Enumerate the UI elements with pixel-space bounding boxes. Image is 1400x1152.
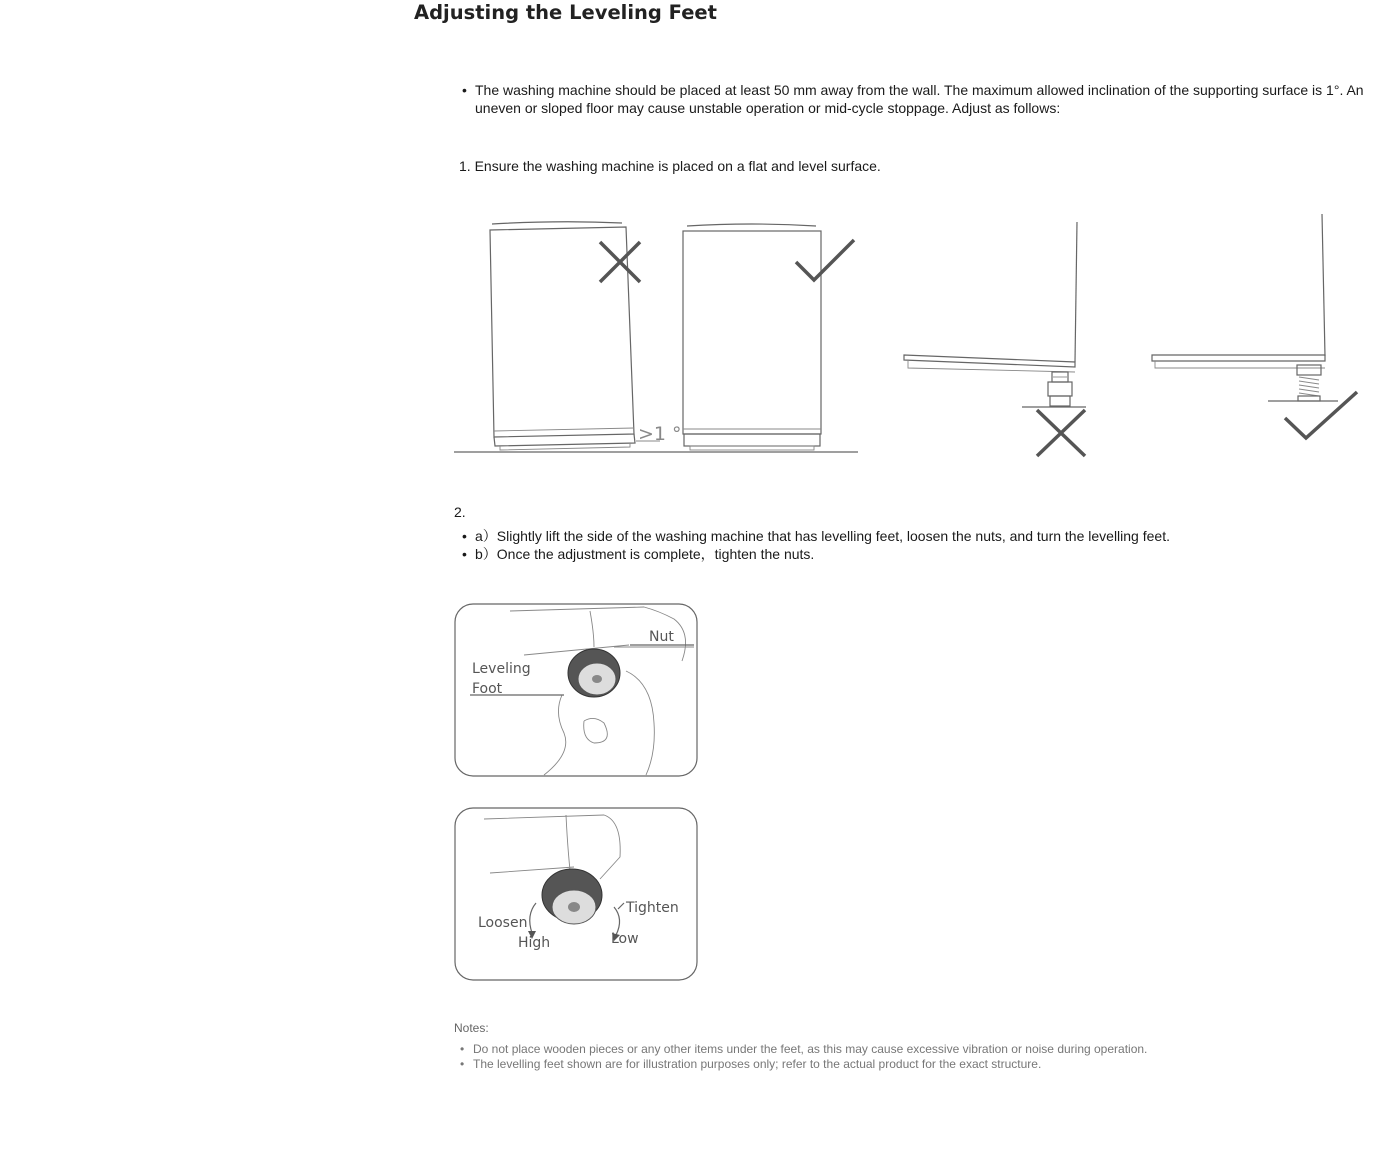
angle-label: >1 ° <box>638 423 682 445</box>
step-2-number: 2. <box>454 504 466 520</box>
bullet: • <box>460 1042 465 1056</box>
foot-detail-wrong <box>904 222 1086 407</box>
label-nut: Nut <box>649 629 674 645</box>
level-machine-drawing <box>683 224 821 450</box>
cross-mark-icon <box>1037 410 1085 456</box>
step-1-text: 1. Ensure the washing machine is placed on a flat and level surface. <box>459 158 881 174</box>
cross-mark-icon <box>600 242 640 282</box>
intro-text: The washing machine should be placed at least 50 mm away from the wall. The maximum allowed inclination of the supporting surface is 1°. An uneven or sloped floor may cause unstable operation or mid-cycle stoppage. Adjust as follows: <box>475 82 1364 116</box>
bullet: • <box>460 1057 465 1071</box>
label-tighten: Tighten <box>626 900 679 916</box>
step-2-list <box>462 527 1362 563</box>
check-mark-icon <box>1285 392 1357 438</box>
label-high: High <box>518 935 551 951</box>
label-foot: Foot <box>472 681 503 697</box>
note-text: Do not place wooden pieces or any other items under the feet, as this may cause excessive vibration or noise during operation. <box>473 1042 1148 1056</box>
label-low: Low <box>611 931 639 947</box>
bullet: • <box>462 82 467 98</box>
list-item <box>460 1042 1360 1057</box>
figure-placement-illustration <box>0 0 1400 500</box>
foot-detail-correct <box>1152 214 1338 401</box>
page-title: Adjusting the Leveling Feet <box>414 1 717 24</box>
list-item <box>462 545 1362 563</box>
list-item-text: a）Slightly lift the side of the washing machine that has levelling feet, loosen the nuts, and turn the levelling feet. <box>475 528 1170 544</box>
tilted-machine-drawing <box>490 222 660 450</box>
figure-nut-and-foot <box>454 603 699 778</box>
figure-rotation-direction <box>454 807 699 982</box>
label-loosen: Loosen <box>478 915 528 931</box>
notes-title: Notes: <box>454 1021 489 1035</box>
list-item <box>460 1057 1360 1072</box>
note-text: The levelling feet shown are for illustration purposes only; refer to the actual product for the exact structure. <box>473 1057 1042 1071</box>
label-leveling: Leveling <box>472 661 531 677</box>
check-mark-icon <box>796 240 854 280</box>
list-item <box>462 527 1362 545</box>
bullet: • <box>462 546 467 562</box>
list-item-text: b）Once the adjustment is complete，tighten the nuts. <box>475 546 815 562</box>
bullet: • <box>462 528 467 544</box>
notes-list <box>460 1042 1360 1072</box>
